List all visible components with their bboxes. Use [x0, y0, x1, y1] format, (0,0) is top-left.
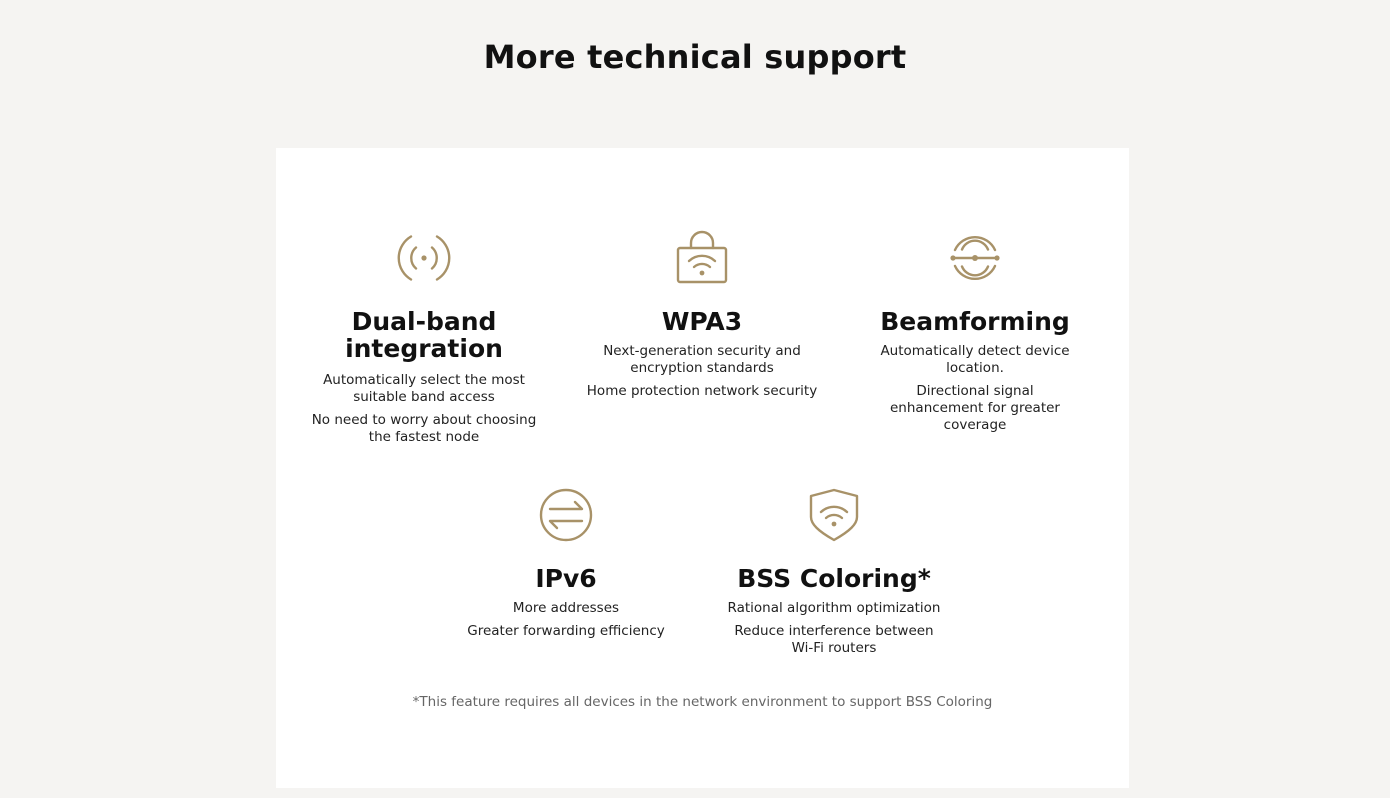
beamforming-icon	[947, 230, 1003, 286]
feature-ipv6	[466, 487, 666, 640]
feature-bss-coloring	[722, 487, 946, 657]
feature-description: Automatically select the most suitable band access	[323, 372, 525, 405]
feature-wpa3	[582, 230, 822, 400]
feature-description: No need to worry about choosing the fastest node	[311, 412, 537, 445]
footnote: *This feature requires all devices in the network environment to support BSS Coloring	[412, 694, 993, 710]
feature-description: Directional signal enhancement for greater coverage	[890, 383, 1060, 433]
feature-description: Greater forwarding efficiency	[467, 623, 665, 639]
feature-title: IPv6	[535, 564, 597, 593]
feature-title: Dual-band integration	[345, 307, 503, 363]
feature-description: Home protection network security	[586, 383, 818, 399]
feature-description: Rational algorithm optimization	[727, 600, 941, 616]
feature-description: Next-generation security and encryption standards	[603, 343, 801, 376]
broadcast-signal-icon	[396, 230, 452, 286]
feature-title: Beamforming	[880, 307, 1070, 336]
feature-description: More addresses	[512, 600, 620, 616]
features-card	[276, 148, 1129, 788]
feature-beamforming	[850, 230, 1100, 434]
feature-dual-band	[310, 230, 538, 446]
section-title: More technical support	[483, 38, 907, 76]
exchange-arrows-icon	[538, 487, 594, 543]
feature-description: Reduce interference between Wi-Fi routers	[734, 623, 934, 656]
feature-description: Automatically detect device location.	[880, 343, 1070, 376]
feature-title: BSS Coloring*	[737, 564, 931, 593]
feature-title: WPA3	[661, 307, 743, 336]
wifi-lock-icon	[674, 230, 730, 286]
wifi-shield-icon	[806, 487, 862, 543]
